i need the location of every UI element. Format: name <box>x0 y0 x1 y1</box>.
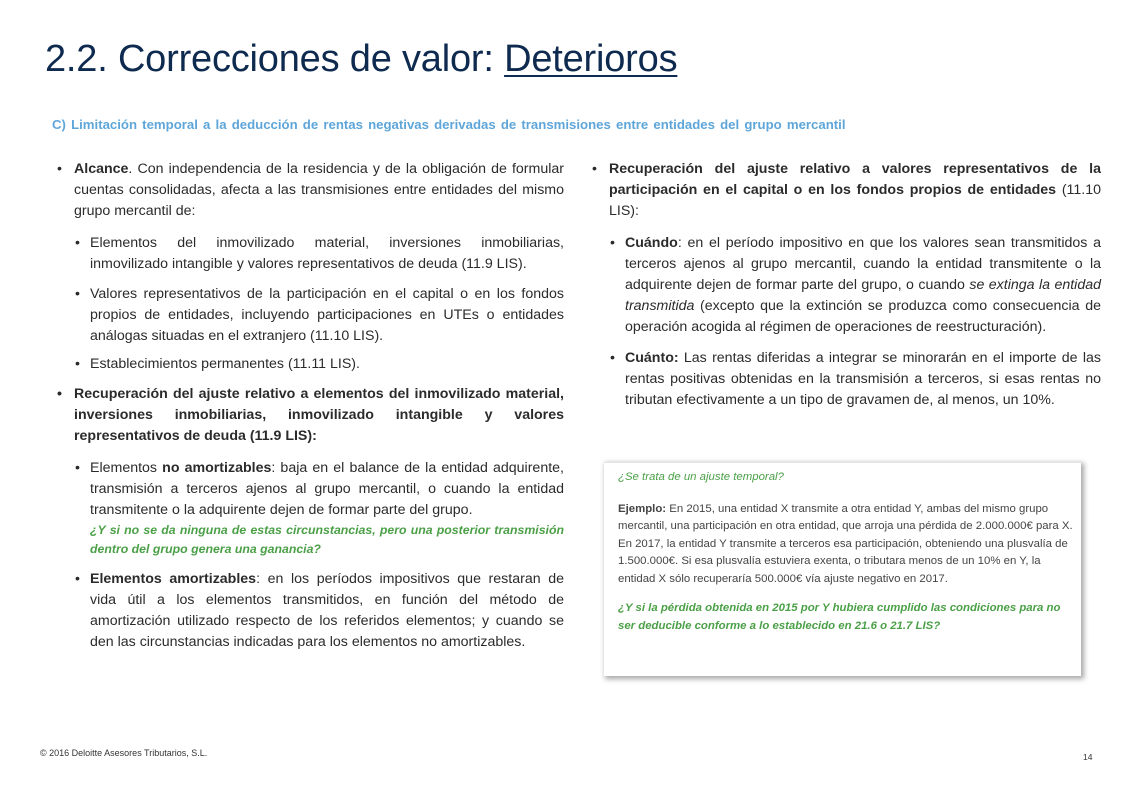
alcance-paragraph <box>57 159 564 222</box>
bullet-icon: • <box>57 386 62 402</box>
cuanto-label: Cuánto: <box>625 350 679 366</box>
bullet-icon: • <box>75 356 80 372</box>
bullet-icon: • <box>57 161 62 177</box>
cuando-italic: se extinga la entidad transmitida <box>625 277 1101 314</box>
cuando-text: : en el período impositivo en que los valores sean transmitidos a terceros ajenos al grupo mercantil, cuando la entidad transmitente o la adquirente dejen de formar parte del grupo, o cuando <box>625 235 1101 293</box>
page-number: 14 <box>1083 752 1093 762</box>
bullet-icon: • <box>75 235 80 251</box>
alcance-label: Alcance <box>74 161 129 177</box>
recovery-heading-left <box>57 384 564 447</box>
callout-question-1: ¿Se trata de un ajuste temporal? <box>618 471 784 483</box>
recovery-heading-text: Recuperación del ajuste relativo a valores representativos de la participación en el capital o en los fondos propios de entidades <box>609 161 1101 198</box>
bullet-icon: • <box>75 460 80 476</box>
bullet-icon: • <box>592 161 597 177</box>
scope-item-text: Elementos del inmovilizado material, inversiones inmobiliarias, inmovilizado intangible y valores representativos de deuda (11.9 LIS). <box>90 235 564 272</box>
title-prefix: 2.2. Correcciones de valor: <box>45 38 505 80</box>
recovery-heading-text: Recuperación del ajuste relativo a elementos del inmovilizado material, inversiones inmobiliarias, inmovilizado intangible y valores representativos de deuda (11.9 LIS): <box>74 386 564 444</box>
footer-copyright: © 2016 Deloitte Asesores Tributarios, S.L. <box>40 748 208 758</box>
section-subtitle: C) Limitación temporal a la deducción de rentas negativas derivadas de transmisiones entre entidades del grupo mercantil <box>52 117 846 132</box>
bullet-icon: • <box>610 350 615 366</box>
recovery-heading-right <box>592 159 1101 222</box>
cuando-label: Cuándo <box>625 235 678 251</box>
recovery-ref: (11.10 LIS): <box>609 182 1101 219</box>
example-text: En 2015, una entidad X transmite a otra entidad Y, ambas del mismo grupo mercantil, una participación en otra entidad, que arroja una pérdida de 2.000.000€ para X. En 2017, la entidad Y transmite a terceros esa participación, obteniendo una plusvalía de 1.500.000€. Si esa plusvalía estuviera exenta, o tributara menos de un 10% en Y, la entidad X sólo recuperaría 500.000€ vía ajuste negativo en 2017. <box>618 502 1073 585</box>
amort-label: Elementos amortizables <box>90 571 257 587</box>
list-item <box>592 348 1101 411</box>
right-column <box>592 159 1101 411</box>
alcance-text: . Con independencia de la residencia y de la obligación de formular cuentas consolidadas, afecta a las transmisiones entre entidades del mismo grupo mercantil de: <box>74 161 564 219</box>
list-item <box>57 354 564 375</box>
example-label: Ejemplo: <box>618 502 667 515</box>
amort-text: : en los períodos impositivos que restaran de vida útil a los elementos transmitidos, en función del método de amortización utilizado respecto de los referidos elementos; y cuando se den las circunstancias indicadas para los elementos no amortizables. <box>90 571 564 650</box>
page-title <box>45 38 677 81</box>
list-item <box>57 233 564 275</box>
example-callout-box <box>604 462 1081 676</box>
callout-content <box>618 469 1073 635</box>
title-link[interactable]: Deterioros <box>504 38 678 80</box>
bullet-icon: • <box>610 235 615 251</box>
cuanto-text: Las rentas diferidas a integrar se minorarán en el importe de las rentas positivas obtenidas en la transmisión a terceros, si esas rentas no tributan efectivamente a un tipo de gravamen de, al menos, un 10%. <box>625 350 1101 408</box>
cuando-text-end: (excepto que la extinción se produzca como consecuencia de operación acogida al régimen de operaciones de reestructuración). <box>625 298 1101 335</box>
no-amort-prefix: Elementos <box>90 460 163 476</box>
callout-example <box>618 501 1073 589</box>
list-item <box>592 233 1101 338</box>
list-item <box>57 458 564 559</box>
callout-question-2: ¿Y si la pérdida obtenida en 2015 por Y hubiera cumplido las condiciones para no ser deducible conforme a lo establecido en 21.6 o 21.7 LIS? <box>618 602 1061 632</box>
scope-item-text: Establecimientos permanentes (11.11 LIS). <box>90 356 360 372</box>
scope-item-text: Valores representativos de la participación en el capital o en los fondos propios de entidades, incluyendo participaciones en UTEs o entidades análogas situadas en el extranjero (11.10 LIS). <box>90 286 564 344</box>
no-amort-label: no amortizables <box>162 460 272 476</box>
left-column <box>57 159 564 653</box>
list-item <box>57 569 564 653</box>
bullet-icon: • <box>75 286 80 302</box>
no-amort-text: : baja en el balance de la entidad adquirente, transmisión a terceros ajenos al grupo mercantil, o cuando la entidad transmitente o la adquirente dejen de formar parte del grupo. <box>90 460 564 518</box>
list-item <box>57 284 564 347</box>
no-amort-question: ¿Y si no se da ninguna de estas circunstancias, pero una posterior transmisión dentro del grupo genera una ganancia? <box>90 523 564 556</box>
bullet-icon: • <box>75 571 80 587</box>
